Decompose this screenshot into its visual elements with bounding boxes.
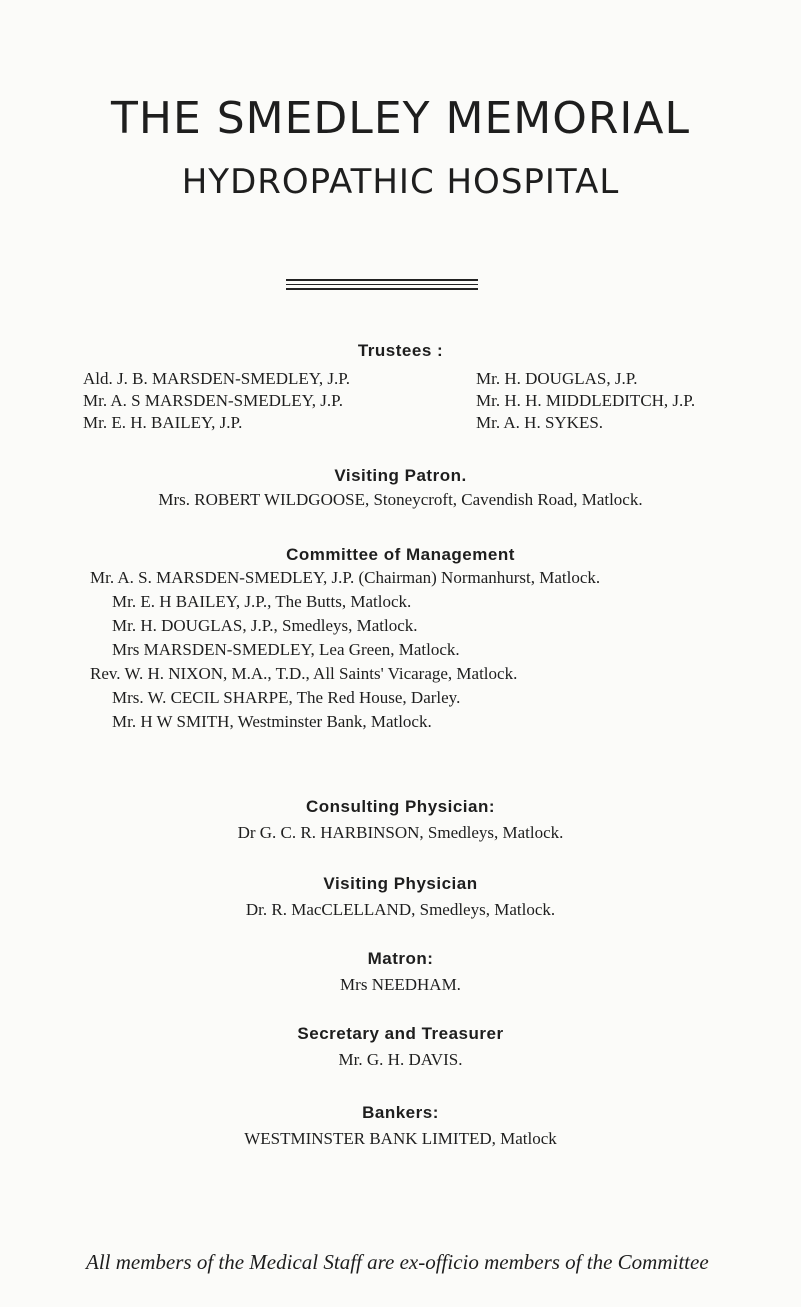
trustees-left-column xyxy=(83,368,350,434)
matron-line: Mrs NEEDHAM. xyxy=(340,975,461,994)
trustee-name: Mr. H. DOUGLAS, J.P. xyxy=(476,369,638,388)
divider-rule-top xyxy=(286,279,478,281)
committee-member: Mr. A. S. MARSDEN-SMEDLEY, J.P. (Chairman) Normanhurst, Matlock. xyxy=(90,568,601,587)
committee-list xyxy=(0,567,801,735)
visiting-patron-line: Mrs. ROBERT WILDGOOSE, Stoneycroft, Cavendish Road, Matlock. xyxy=(158,490,643,509)
visiting-physician-heading: Visiting Physician xyxy=(323,874,478,893)
trustee-name: Mr. E. H. BAILEY, J.P. xyxy=(83,413,243,432)
matron-heading: Matron: xyxy=(367,949,434,968)
consulting-physician-heading: Consulting Physician: xyxy=(305,797,496,816)
secretary-line: Mr. G. H. DAVIS. xyxy=(338,1050,463,1069)
committee-member: Mr. H W SMITH, Westminster Bank, Matlock. xyxy=(112,712,432,731)
trustees-right-column xyxy=(476,368,695,434)
trustee-name: Ald. J. B. MARSDEN-SMEDLEY, J.P. xyxy=(83,369,351,388)
committee-member: Rev. W. H. NIXON, M.A., T.D., All Saints' Vicarage, Matlock. xyxy=(90,664,518,683)
trustee-name: Mr. A. H. SYKES. xyxy=(476,413,604,432)
trustee-name: Mr. A. S MARSDEN-SMEDLEY, J.P. xyxy=(83,391,343,410)
trustee-name: Mr. H. H. MIDDLEDITCH, J.P. xyxy=(476,391,696,410)
visiting-patron-heading: Visiting Patron. xyxy=(334,466,467,485)
page-title: THE SMEDLEY MEMORIAL xyxy=(110,93,691,144)
trustees-heading: Trustees : xyxy=(357,341,444,360)
bankers-line: WESTMINSTER BANK LIMITED, Matlock xyxy=(244,1129,557,1148)
footer-note: All members of the Medical Staff are ex-officio members of the Committee xyxy=(86,1250,709,1274)
page-subtitle: HYDROPATHIC HOSPITAL xyxy=(181,162,620,202)
divider-rule-bottom xyxy=(286,288,478,290)
committee-member: Mr. H. DOUGLAS, J.P., Smedleys, Matlock. xyxy=(112,616,418,635)
committee-heading: Committee of Management xyxy=(286,545,515,564)
consulting-physician-line: Dr G. C. R. HARBINSON, Smedleys, Matlock. xyxy=(237,823,564,842)
bankers-heading: Bankers: xyxy=(362,1103,439,1122)
committee-member: Mrs. W. CECIL SHARPE, The Red House, Darley. xyxy=(112,688,461,707)
secretary-heading: Secretary and Treasurer xyxy=(297,1024,504,1043)
visiting-physician-line: Dr. R. MacCLELLAND, Smedleys, Matlock. xyxy=(245,900,556,919)
committee-member: Mrs MARSDEN-SMEDLEY, Lea Green, Matlock. xyxy=(112,640,460,659)
divider-rule-middle xyxy=(286,284,478,285)
committee-member: Mr. E. H BAILEY, J.P., The Butts, Matlock. xyxy=(112,592,412,611)
